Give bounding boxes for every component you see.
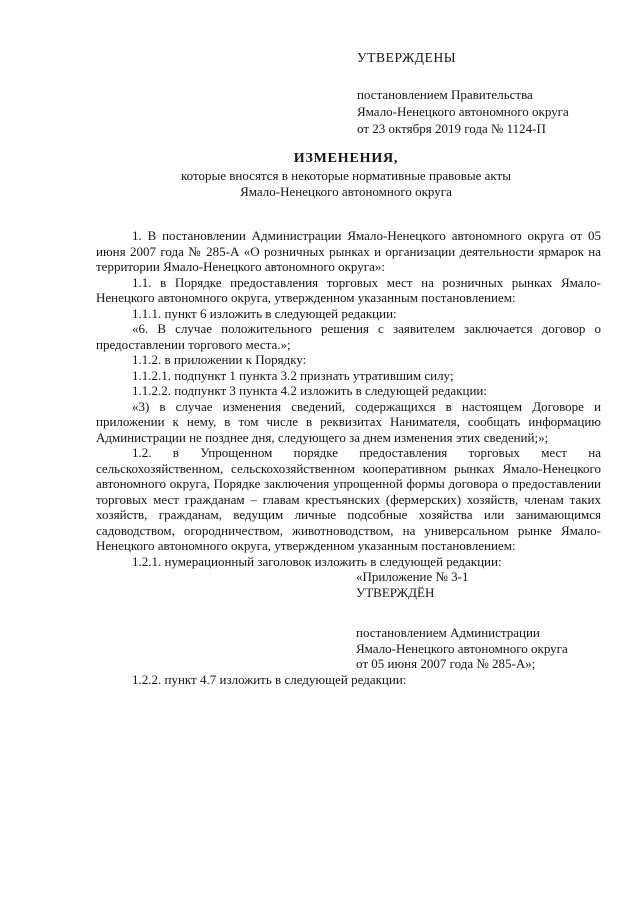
paragraph-1-2-1: 1.2.1. нумерационный заголовок изложить в следующей редакции: — [132, 553, 502, 569]
appendix-line-3: постановлением Администрации — [356, 625, 540, 640]
paragraph-1-2-2: 1.2.2. пункт 4.7 изложить в следующей редакции: — [132, 671, 407, 687]
paragraph-1-1-2: 1.1.2. в приложении к Порядку: — [132, 352, 307, 367]
paragraph-1-1-2-2-text: «3) в случае изменения сведений, содержащихся в настоящем Договоре и приложении к нему, в том числе в реквизитах Нанимателя, сообщать информацию Администрации не позднее дня, следующего за днем изменения этих сведений;»; — [96, 398, 601, 445]
approval-line-1: постановлением Правительства — [357, 87, 533, 102]
paragraph-1-1-1: 1.1.1. пункт 6 изложить в следующей редакции: — [132, 305, 397, 321]
heading-subtitle-1: которые вносятся в некоторые нормативные правовые акты — [181, 168, 511, 183]
approval-line-2: Ямало-Ненецкого автономного округа — [357, 104, 569, 119]
paragraph-1: 1. В постановлении Администрации Ямало-Ненецкого автономного округа от 05 июня 2007 года № 285-А «О розничных рынках и организации деятельности ярмарок на территории Ямало-Ненецкого автономного округа»: — [96, 228, 601, 274]
appendix-line-4: Ямало-Ненецкого автономного округа — [356, 640, 568, 656]
appendix-gap — [356, 600, 601, 625]
paragraph-1-1: 1.1. в Порядке предоставления торговых мест на розничных рынках Ямало-Ненецкого автономного округа, утвержденном указанным постановлением: — [96, 274, 601, 305]
appendix-line-2: УТВЕРЖДЁН — [356, 584, 435, 600]
paragraph-1-1-2-2: 1.1.2.2. подпункт 3 пункта 4.2 изложить в следующей редакции: — [132, 383, 487, 398]
paragraph-1-1-1-text: «6. В случае положительного решения с заявителем заключается договор о предоставлении торгового места.»; — [96, 321, 601, 352]
document-heading — [0, 150, 640, 200]
approval-title: УТВЕРЖДЕНЫ — [357, 50, 457, 65]
appendix-block — [356, 569, 601, 672]
paragraph-1-2: 1.2. в Упрощенном порядке предоставления торговых мест на сельскохозяйственном, сельскохозяйственном кооперативном рынках Ямало-Ненецкого автономного округа, Порядке заключения упрощенной формы договора о предоставлении торговых мест гражданам – главам крестьянских (фермерских) хозяйств, членам таких хозяйств, гражданам, ведущим личные подсобные хозяйства или занимающимся садоводством, огородничеством, животноводством, на универсальном рынке Ямало-Ненецкого автономного округа, утвержденном указанным постановлением: — [96, 445, 601, 553]
heading-title: ИЗМЕНЕНИЯ, — [293, 151, 399, 166]
paragraph-1-1-2-1: 1.1.2.1. подпункт 1 пункта 3.2 признать утратившим силу; — [132, 367, 454, 383]
appendix-line-5: от 05 июня 2007 года № 285-А»; — [356, 656, 536, 671]
heading-subtitle-2: Ямало-Ненецкого автономного округа — [240, 184, 452, 199]
document-body — [96, 228, 601, 687]
approval-line-3: от 23 октября 2019 года № 1124-П — [357, 121, 546, 136]
appendix-line-1: «Приложение № 3-1 — [356, 569, 469, 584]
approval-block — [357, 50, 617, 137]
